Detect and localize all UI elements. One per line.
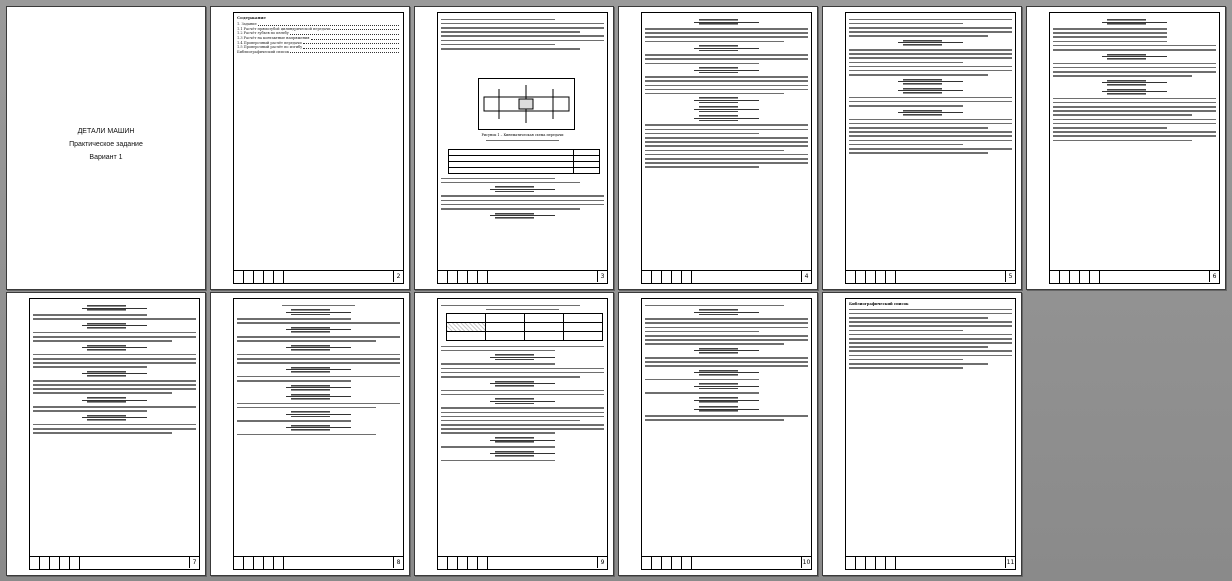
- page-thumbnail-4[interactable]: [618, 6, 818, 290]
- page-number: 9: [597, 557, 607, 568]
- toc-item-label: 1.5 Проверочный расчёт по изгибу: [237, 45, 303, 50]
- text-block: [849, 302, 1012, 371]
- page-thumbnail-5[interactable]: [822, 6, 1022, 290]
- toc-item-label: 1.3 Расчёт на контактные напряжения: [237, 35, 310, 40]
- page-number: 8: [393, 557, 403, 568]
- gear-drawing: [478, 78, 575, 130]
- text-block: [645, 302, 808, 423]
- cover-variant: Вариант 1: [89, 154, 123, 161]
- title-block: [438, 270, 607, 283]
- toc: [237, 16, 400, 267]
- page-frame: [233, 12, 404, 284]
- page-thumbnail-6[interactable]: [1026, 6, 1226, 290]
- title-block: [1050, 270, 1219, 283]
- toc-item-label: 1.2 Расчёт зубьев по изгибу: [237, 31, 289, 36]
- text-block: [1053, 16, 1216, 144]
- page-frame: [437, 12, 608, 284]
- toc-item-label: 1.1 Расчёт прямозубой цилиндрической передачи: [237, 26, 331, 31]
- text-block: [645, 16, 808, 171]
- title-block: [846, 556, 1015, 569]
- figure-caption: [441, 133, 604, 144]
- toc-heading: Содержание: [237, 15, 266, 20]
- toc-item-label: Библиографический список: [237, 49, 290, 54]
- page-frame: [1049, 12, 1220, 284]
- page-number: 3: [597, 271, 607, 282]
- page-thumbnail-9[interactable]: [414, 292, 614, 576]
- page-number: 4: [801, 271, 811, 282]
- text-block: [441, 175, 604, 222]
- title-block: [234, 556, 403, 569]
- text-block: [849, 16, 1012, 156]
- page-number: 5: [1005, 271, 1015, 282]
- page-frame: [845, 298, 1016, 570]
- toc-item: [237, 50, 400, 55]
- page-number: 6: [1209, 271, 1219, 282]
- cover-title-block: [7, 125, 205, 164]
- page-thumbnail-10[interactable]: [618, 292, 818, 576]
- text-block: [441, 343, 604, 464]
- toc-item-label: 1.4 Проверочный расчёт передачи: [237, 40, 302, 45]
- cover-subtitle: Практическое задание: [69, 141, 143, 148]
- page-thumbnail-7[interactable]: [6, 292, 206, 576]
- parameters-table: [448, 149, 600, 174]
- page-number: 11: [1006, 559, 1015, 566]
- title-block: [438, 556, 607, 569]
- text-block: [441, 16, 604, 52]
- page-thumbnail-8[interactable]: [210, 292, 410, 576]
- title-block: [234, 270, 403, 283]
- page-frame: [641, 298, 812, 570]
- toc-item-label: 1. Задание: [237, 22, 257, 27]
- page-frame: [29, 298, 200, 570]
- page-frame: [437, 298, 608, 570]
- page-frame: [845, 12, 1016, 284]
- text-block: [33, 302, 196, 436]
- page-thumbnail-cover[interactable]: [6, 6, 206, 290]
- page-frame: [641, 12, 812, 284]
- title-block: [30, 556, 199, 569]
- page-thumbnail-contents[interactable]: [210, 6, 410, 290]
- title-block: [642, 270, 811, 283]
- page-number: 7: [189, 557, 199, 568]
- page-thumbnail-3[interactable]: [414, 6, 614, 290]
- title-block: [642, 556, 811, 569]
- page-thumbnail-bibliography[interactable]: [822, 292, 1022, 576]
- results-table: [446, 313, 603, 341]
- text-block: [441, 302, 604, 313]
- cover-title: ДЕТАЛИ МАШИН: [77, 128, 135, 135]
- bibliography-heading: Библиографический список: [849, 302, 909, 306]
- text-block: [237, 302, 400, 438]
- page-number: 2: [393, 271, 403, 282]
- figure-caption-text: Рисунок 1 – Кинематическая схема передачи: [481, 133, 564, 137]
- page-number: 10: [802, 559, 811, 566]
- page-frame: [233, 298, 404, 570]
- title-block: [846, 270, 1015, 283]
